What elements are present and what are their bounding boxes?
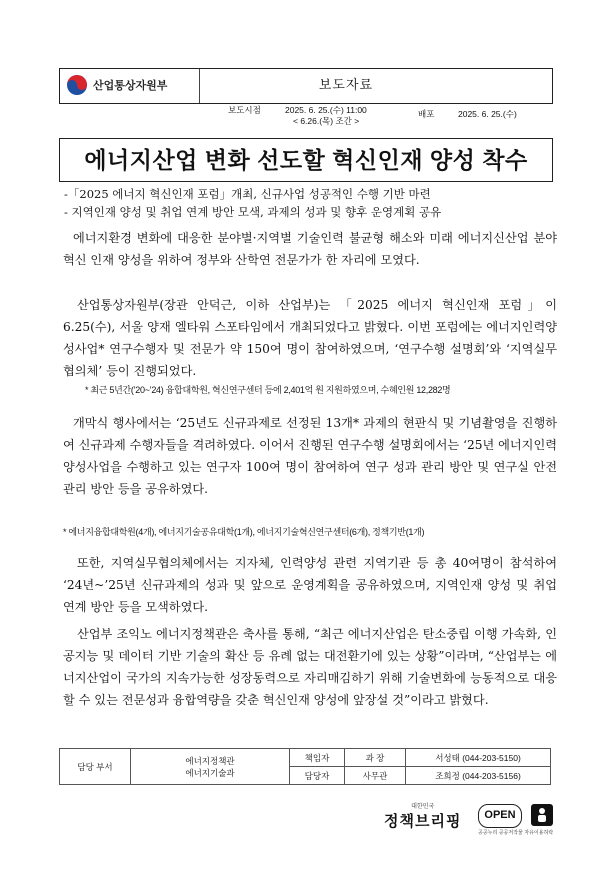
embargo-note: < 6.26.(목) 조간 > bbox=[293, 116, 360, 126]
role-1: 책임자 bbox=[290, 749, 345, 767]
paragraph-5: 산업부 조익노 에너지정책관은 축사를 통해, “최근 에너지산업은 탄소중립 이행 가속화, 인공지능 및 데이터 기반 기술의 확산 등 유례 없는 대전환기에 있는 상황”이라며, “산업부는 에너지산업이 국가의 지속가능한 성장동력으로 자리매김하기 위해 기술변화에 능동적으로 대응할 수 있는 전문성과 융합역량을 갖춘 혁신인재 양성에 앞장설 것”이라고 밝혔다. bbox=[63, 627, 557, 707]
dept-cell bbox=[131, 749, 290, 785]
person-1: 서성태 (044-203-5150) bbox=[406, 749, 551, 767]
paragraph-2: 산업통상자원부(장관 안덕근, 이하 산업부)는 「2025 에너지 혁신인재 포럼」이 6.25(수), 서울 양재 엘타워 스포타임에서 개최되었다고 밝혔다. 이번 포럼에는 에너지인력양성사업* 연구수행자 및 전문가 약 150여 명이 참여하였으며, ‘연구수행 설명회’와 ‘지역실무협의체’ 등이 진행되었다. bbox=[63, 298, 557, 378]
document-type: 보도자료 bbox=[318, 78, 374, 93]
brand-small-text: 대한민국 bbox=[411, 804, 435, 810]
footnote-2: * 에너지융합대학원(4개), 에너지기술공유대학(1개), 에너지기술혁신연구센터(6개), 정책기반(1개) bbox=[63, 527, 425, 537]
position-1: 과 장 bbox=[345, 749, 406, 767]
person-2: 조희정 (044-203-5156) bbox=[406, 767, 551, 785]
policy-briefing-logo bbox=[384, 801, 461, 831]
taegeuk-emblem-icon bbox=[66, 74, 88, 96]
brand-main-text: 정책브리핑 bbox=[384, 813, 462, 830]
paragraph-1: 에너지환경 변화에 대응한 분야별·지역별 기술인력 불균형 해소와 미래 에너지신산업 분야 혁신 인재 양성을 위하여 정부와 산학연 전문가가 한 자리에 모였다. bbox=[63, 231, 557, 267]
person-icon bbox=[531, 804, 553, 826]
dept-2: 에너지기술과 bbox=[185, 767, 235, 778]
contact-table bbox=[59, 748, 551, 785]
distribution-date: 2025. 6. 25.(수) bbox=[458, 109, 517, 119]
header-box bbox=[59, 68, 553, 104]
paragraph-4: 또한, 지역실무협의체에서는 지자체, 인력양성 관련 지역기관 등 총 40여명이 참석하여 ‘24년~’25년 신규과제의 성과 및 앞으로 운영계획을 공유하였으며, 지역인재 양성 및 취업 연계 방안 등을 모색하였다. bbox=[63, 556, 557, 614]
table-row bbox=[60, 749, 551, 767]
ministry-name: 산업통상자원부 bbox=[93, 80, 168, 92]
subtitle-1: -「2025 에너지 혁신인재 포럼」개최, 신규사업 성공적인 수행 기반 마련 bbox=[64, 187, 431, 201]
license-type-icon bbox=[531, 804, 553, 826]
page-title: 에너지산업 변화 선도할 혁신인재 양성 착수 bbox=[59, 138, 553, 182]
open-license-caption: 공공누리 공공저작물 자유이용허락 bbox=[478, 830, 554, 836]
embargo-label: 보도시점 bbox=[228, 105, 261, 115]
distribution-label: 배포 bbox=[418, 109, 435, 119]
dept-label: 담당 부서 bbox=[60, 749, 131, 785]
open-license-badge: OPEN bbox=[478, 804, 522, 828]
footnote-1: * 최근 5년간(’20~’24) 융합대학원, 혁신연구센터 등에 2,401억 원 지원하였으며, 수혜인원 12,282명 bbox=[85, 385, 451, 395]
subtitle-2: - 지역인재 양성 및 취업 연계 방안 모색, 과제의 성과 및 향후 운영계획 공유 bbox=[64, 205, 442, 219]
position-2: 사무관 bbox=[345, 767, 406, 785]
role-2: 담당자 bbox=[290, 767, 345, 785]
embargo-time: 2025. 6. 25.(수) 11:00 bbox=[285, 105, 367, 115]
paragraph-3: 개막식 행사에서는 ‘25년도 신규과제로 선정된 13개* 과제의 현판식 및 기념촬영을 진행하여 신규과제 수행자들을 격려하였다. 이어서 진행된 연구수행 설명회에서는 ‘25년 에너지인력양성사업을 수행하고 있는 연구자 100여 명이 참여하여 연구 성과 관리 방안 및 연구실 안전관리 방안 등을 공유하였다. bbox=[63, 416, 557, 496]
ministry-logo bbox=[66, 74, 167, 96]
dept-1: 에너지정책관 bbox=[185, 755, 235, 766]
